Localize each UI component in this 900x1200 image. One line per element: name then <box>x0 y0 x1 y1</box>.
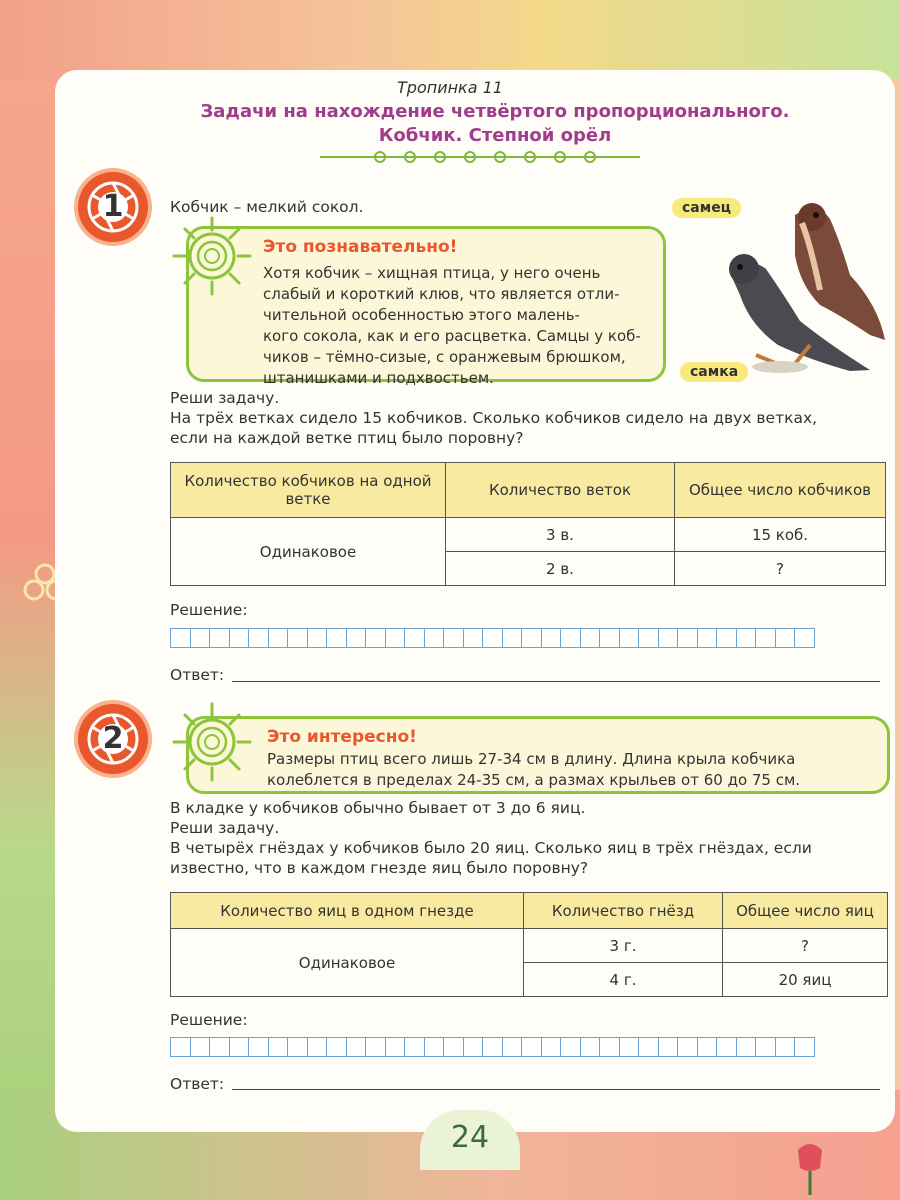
info-line: слабый и короткий клюв, что является отли- <box>263 285 620 303</box>
info-line: чиков – тёмно-сизые, с оранжевым брюшком, <box>263 348 626 366</box>
answer-label: Ответ: <box>170 1075 225 1093</box>
problem-line: В четырёх гнёздах у кобчиков было 20 яиц. Сколько яиц в трёх гнёздах, если <box>170 839 812 857</box>
table-header: Количество яиц в одном гнезде <box>171 893 524 929</box>
task-problem <box>170 388 890 448</box>
background-top <box>0 0 900 80</box>
problem-line: Реши задачу. <box>170 819 280 837</box>
table-cell: 2 в. <box>446 552 675 586</box>
ornament-divider-icon <box>320 148 640 166</box>
info-box-title: Это интересно! <box>267 727 417 747</box>
problem-line: В кладке у кобчиков обычно бывает от 3 до 6 яиц. <box>170 799 586 817</box>
data-table <box>170 892 888 997</box>
info-line: кого сокола, как и его расцветка. Самцы у коб- <box>263 327 641 345</box>
info-box-text <box>267 749 887 791</box>
info-box-interesting <box>186 716 890 794</box>
info-line: чительной особенностью этого малень- <box>263 306 580 324</box>
info-line: колеблется в пределах 24-35 см, а размах крыльев от 60 до 75 см. <box>267 771 801 789</box>
table-header: Количество веток <box>446 463 675 518</box>
task-problem <box>170 798 890 878</box>
info-box-title: Это познавательно! <box>263 237 458 257</box>
table-cell: 3 г. <box>524 929 723 963</box>
title-line-2: Кобчик. Степной орёл <box>378 125 612 146</box>
table-header: Общее число кобчиков <box>675 463 886 518</box>
problem-line: известно, что в каждом гнезде яиц было поровну? <box>170 859 589 877</box>
flower-decoration-icon <box>780 1140 840 1200</box>
solution-label: Решение: <box>170 1011 248 1029</box>
solution-grid[interactable] <box>170 628 814 648</box>
info-line: Размеры птиц всего лишь 27-34 см в длину. Длина крыла кобчика <box>267 750 796 768</box>
male-label: самец <box>672 198 741 218</box>
task-number: 2 <box>102 721 124 756</box>
info-box-text <box>263 263 663 389</box>
table-cell: Одинаковое <box>171 929 524 997</box>
solution-label: Решение: <box>170 601 248 619</box>
table-cell: ? <box>723 929 888 963</box>
task-number: 1 <box>102 189 124 224</box>
table-header: Количество гнёзд <box>524 893 723 929</box>
sun-icon <box>170 214 254 298</box>
answer-line[interactable] <box>232 681 880 682</box>
answer-label: Ответ: <box>170 666 225 684</box>
sun-icon <box>170 700 254 784</box>
table-header: Общее число яиц <box>723 893 888 929</box>
problem-line: Реши задачу. <box>170 389 280 407</box>
info-box-cognitive <box>186 226 666 387</box>
problem-line: если на каждой ветке птиц было поровну? <box>170 429 524 447</box>
info-line: Хотя кобчик – хищная птица, у него очень <box>263 264 601 282</box>
table-cell: Одинаковое <box>171 518 446 586</box>
info-line: штанишками и подхвостьем. <box>263 369 494 387</box>
task-number-badge <box>78 172 148 242</box>
title-line-1: Задачи на нахождение четвёртого пропорционального. <box>200 101 790 122</box>
table-cell: 15 коб. <box>675 518 886 552</box>
page-number: 24 <box>420 1110 520 1170</box>
table-cell: 20 яиц <box>723 963 888 997</box>
task-number-badge <box>78 704 148 774</box>
data-table <box>170 462 886 586</box>
table-header: Количество кобчиков на одной ветке <box>171 463 446 518</box>
lesson-subtitle: Тропинка 11 <box>397 78 503 97</box>
kestrel-birds-illustration <box>700 195 890 385</box>
task-intro: Кобчик – мелкий сокол. <box>170 198 364 216</box>
table-cell: ? <box>675 552 886 586</box>
female-label: самка <box>680 362 748 382</box>
problem-line: На трёх ветках сидело 15 кобчиков. Сколько кобчиков сидело на двух ветках, <box>170 409 818 427</box>
page-title <box>100 100 890 148</box>
table-cell: 4 г. <box>524 963 723 997</box>
solution-grid[interactable] <box>170 1037 814 1057</box>
answer-line[interactable] <box>232 1089 880 1090</box>
table-cell: 3 в. <box>446 518 675 552</box>
